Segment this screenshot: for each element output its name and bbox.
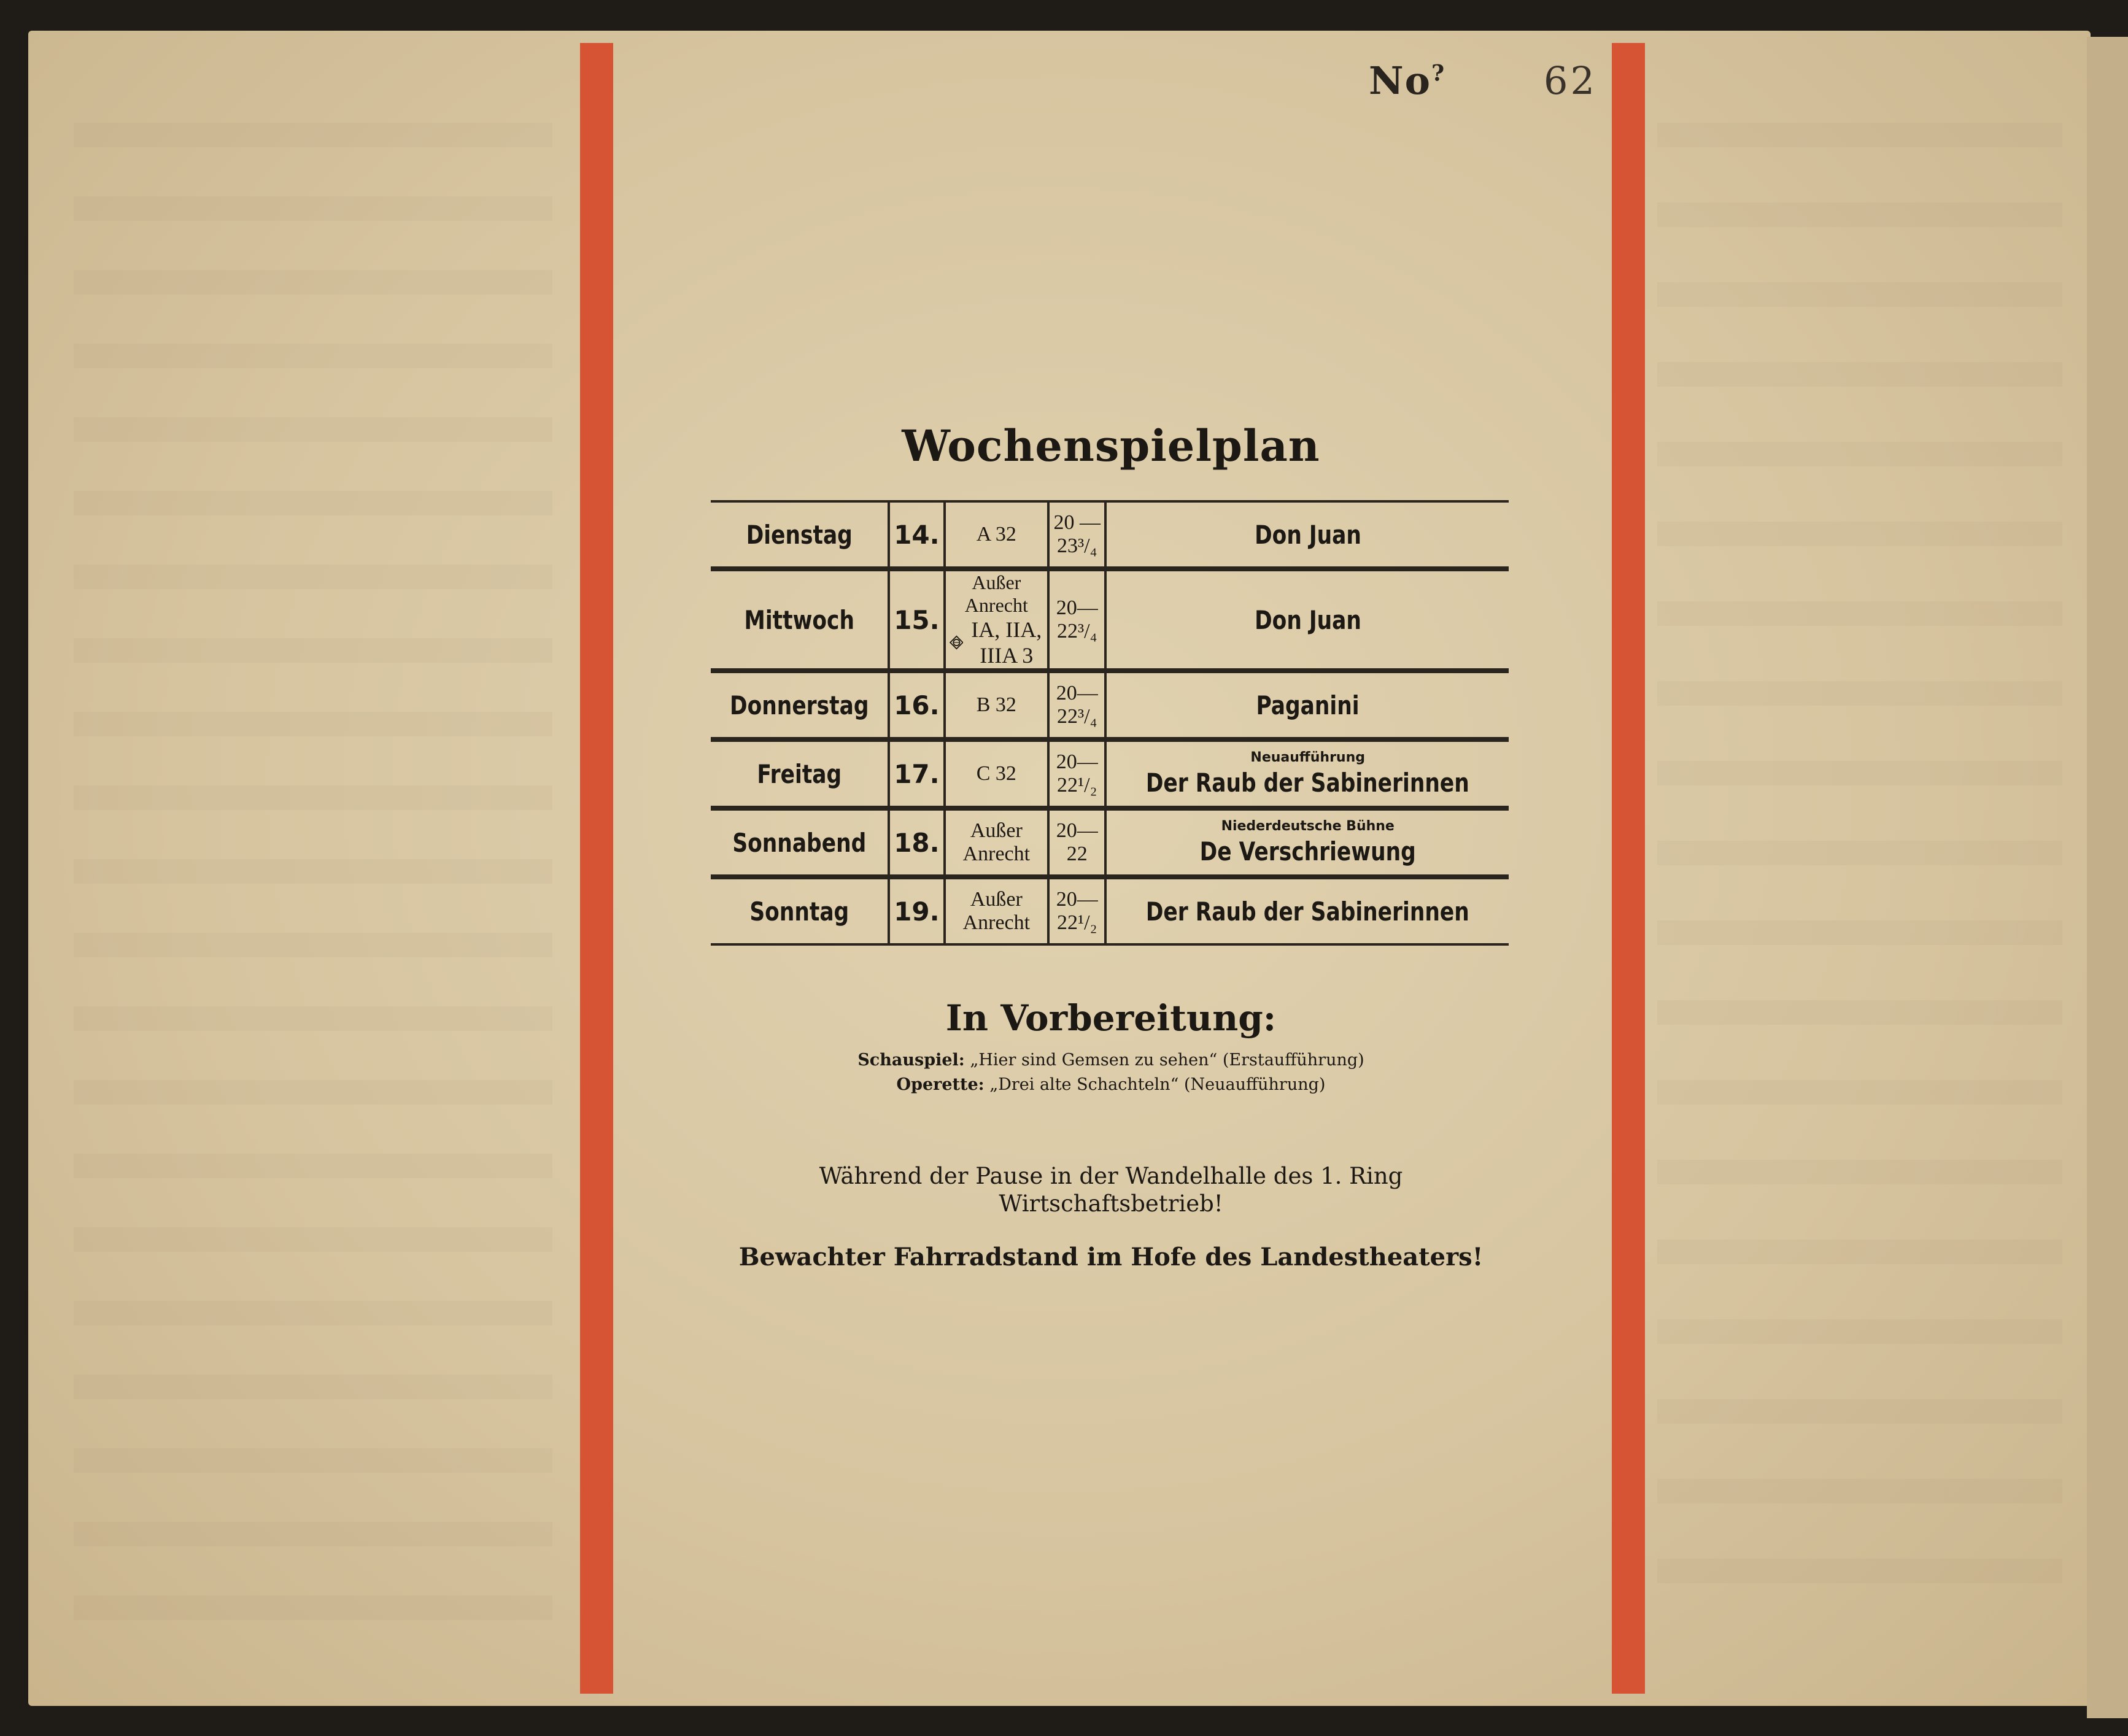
show-through-right — [1657, 123, 2062, 1595]
preparation-text: „Drei alte Schachteln“ (Neuaufführung) — [989, 1075, 1326, 1094]
subscription-cell: Außer Anrecht — [945, 877, 1048, 944]
preparation-line-play — [675, 1051, 1547, 1070]
day-cell: Sonntag — [727, 877, 873, 944]
left-red-stripe — [580, 43, 613, 1694]
subscription-groups — [950, 617, 1043, 668]
play-title: Der Raub der Sabinerinnen — [1146, 768, 1470, 798]
date-cell: 16. — [889, 671, 944, 739]
day-cell: Donnerstag — [727, 671, 873, 739]
time-cell: 20—22¹/₂ — [1048, 877, 1105, 944]
table-row — [711, 877, 1509, 944]
subscription-cell: B 32 — [945, 671, 1048, 739]
show-through-left — [74, 123, 552, 1657]
performance-note: Neuaufführung — [1250, 750, 1365, 765]
page-number: 62 — [1544, 58, 1597, 103]
day-cell: Freitag — [727, 739, 873, 808]
subscription-cell: A 32 — [945, 501, 1048, 569]
play-cell — [1105, 671, 1509, 739]
play-title: Der Raub der Sabinerinnen — [1146, 896, 1470, 927]
date-cell: 19. — [889, 877, 944, 944]
play-cell — [1105, 739, 1509, 808]
table-row — [711, 569, 1509, 671]
date-cell: 14. — [889, 501, 944, 569]
time-cell: 20—22³/₄ — [1048, 671, 1105, 739]
preparation-label: Operette: — [896, 1075, 985, 1094]
play-cell — [1105, 501, 1509, 569]
play-title: Don Juan — [1254, 519, 1361, 550]
pause-notice: Während der Pause in der Wandelhalle des 1. Ring — [819, 1163, 1403, 1189]
play-cell — [1105, 877, 1509, 944]
play-title: Don Juan — [1254, 604, 1361, 635]
preparation-label: Schauspiel: — [857, 1051, 965, 1070]
time-cell: 20—22¹/₂ — [1048, 739, 1105, 808]
subscription-cell — [945, 569, 1048, 671]
performance-note: Niederdeutsche Bühne — [1221, 819, 1395, 834]
table-row — [711, 501, 1509, 569]
subscription-note: Außer Anrecht — [964, 571, 1028, 616]
day-cell: Dienstag — [727, 501, 873, 569]
ring-badge-icon — [950, 630, 964, 655]
number-label: No? — [1369, 58, 1446, 103]
play-cell — [1105, 808, 1509, 877]
bicycle-notice: Bewachter Fahrradstand im Hofe des Landestheaters! — [738, 1243, 1484, 1271]
date-cell: 15. — [889, 569, 944, 671]
play-cell — [1105, 569, 1509, 671]
table-row — [711, 739, 1509, 808]
catering-notice: Wirtschaftsbetrieb! — [999, 1190, 1223, 1217]
schedule-table — [711, 500, 1509, 946]
time-cell: 20—22³/₄ — [1048, 569, 1105, 671]
day-cell: Sonnabend — [727, 808, 873, 877]
preparation-line-operetta — [675, 1075, 1547, 1094]
time-cell: 20—22 — [1048, 808, 1105, 877]
table-row — [711, 671, 1509, 739]
page-edge — [2087, 37, 2128, 1718]
subscription-cell: C 32 — [945, 739, 1048, 808]
play-title: De Verschriewung — [1199, 836, 1416, 866]
schedule-title: Wochenspielplan — [902, 420, 1320, 471]
preparation-text: „Hier sind Gemsen zu sehen“ (Erstaufführung) — [970, 1051, 1364, 1070]
table-row — [711, 808, 1509, 877]
day-cell: Mittwoch — [727, 569, 873, 671]
date-cell: 18. — [889, 808, 944, 877]
time-cell: 20 — 23³/₄ — [1048, 501, 1105, 569]
play-title: Paganini — [1256, 690, 1360, 720]
right-red-stripe — [1612, 43, 1645, 1694]
subscription-groups-text: IA, IIA, IIIA 3 — [971, 617, 1042, 668]
subscription-cell: Außer Anrecht — [945, 808, 1048, 877]
preparation-title: In Vorbereitung: — [945, 997, 1277, 1039]
date-cell: 17. — [889, 739, 944, 808]
